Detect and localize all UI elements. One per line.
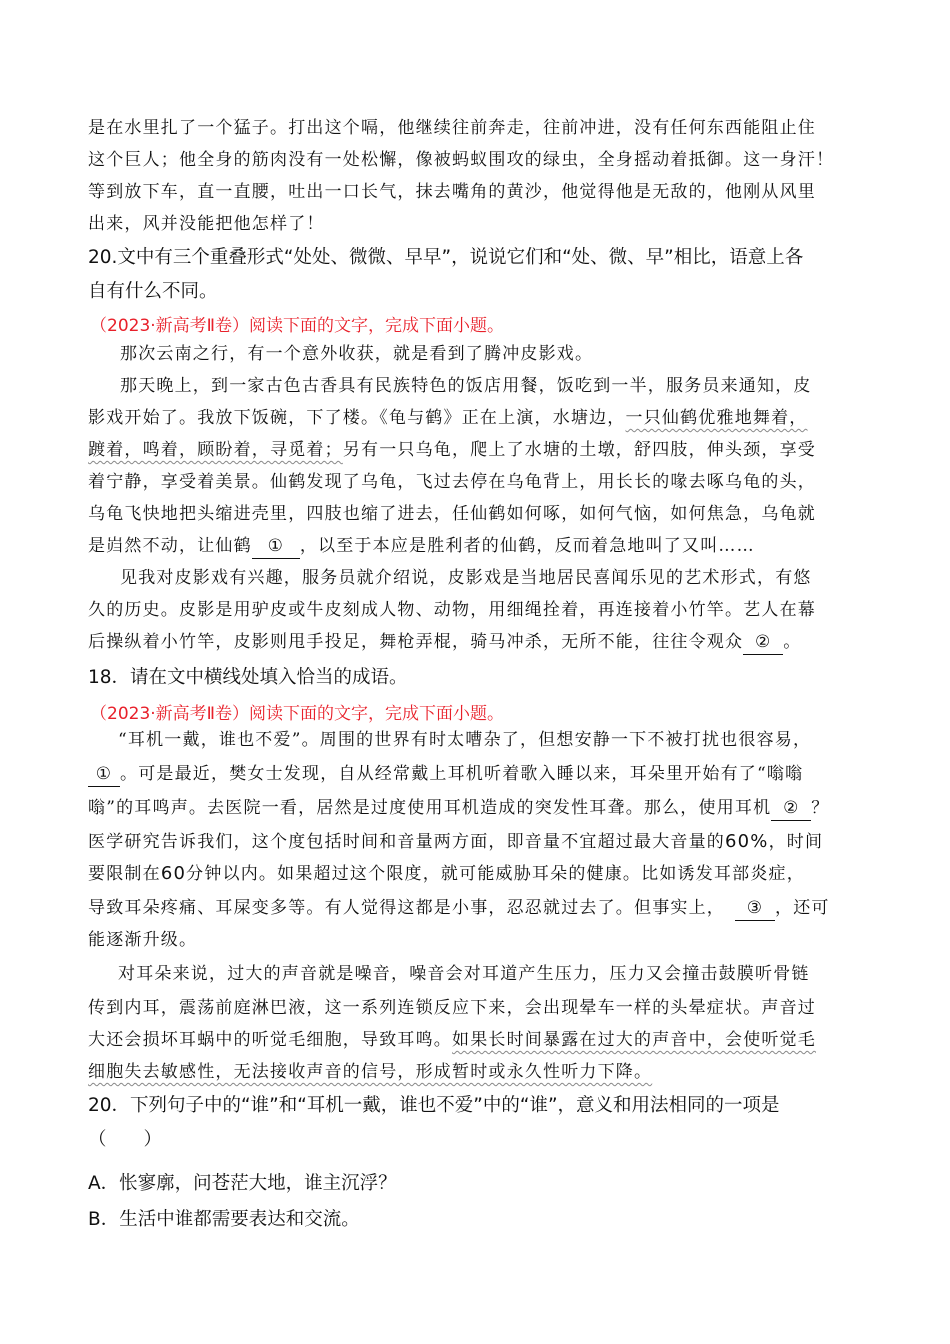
blank-1[interactable]: ① (252, 534, 300, 559)
section3-number: 60% (725, 831, 769, 852)
section3-text: 。可是最近，樊女士发现，自从经常戴上耳机听着歌入睡以来，耳朵里开始有了“嗡嗡 (120, 764, 804, 784)
question-20b: 20．下列句子中的“谁”和“耳机一戴，谁也不爱”中的“谁”，意义和用法相同的一项是 (88, 1095, 780, 1116)
section2-para2-line-5: 乌龟飞快地把头缩进壳里，四肢也缩了进去，任仙鹤如何啄，如何气恼，如何焦急，乌龟就 (88, 504, 816, 524)
passage1-line-1: 是在水里扎了一个猛子。打出这个嗝，他继续往前奔走，往前冲进，没有任何东西能阻止住 (88, 118, 816, 138)
section2-para2-line-6 (88, 534, 755, 559)
section3-para1-line-7: 能逐渐升级。 (88, 930, 198, 950)
passage1-line-3: 等到放下车，直一直腰，吐出一口长气，抹去嘴角的黄沙，他觉得他是无敌的，他刚从风里 (88, 182, 816, 202)
wavy-underline-text: 细胞失去敏感性，无法接收声音的信号，形成暂时或永久性听力下降。 (88, 1062, 653, 1082)
section2-para2-line-4: 着宁静，享受着美景。仙鹤发现了乌龟，飞过去停在乌龟背上，用长长的喙去啄乌龟的头， (88, 472, 816, 492)
blank-2[interactable]: ② (771, 796, 811, 821)
question-20a-line-2: 自有什么不同。 (88, 281, 218, 302)
section3-text: 医学研究告诉我们，这个度包括时间和音量两方面，即音量不宜超过最大音量的 (88, 832, 725, 852)
section2-para2-line-3 (88, 438, 816, 462)
passage1-line-4: 出来，风并没能把他怎样了！ (88, 214, 325, 234)
section2-text: ，以至于本应是胜利者的仙鹤，反而着急地叫了又叫…… (299, 536, 755, 556)
section3-text: 导致耳朵疼痛、耳屎变多等。有人觉得这都是小事，忍忍就过去了。但事实上， (88, 898, 725, 918)
section3-text: 大还会损坏耳蜗中的听觉毛细胞，导致耳鸣。 (88, 1030, 452, 1050)
section3-text: ，时间 (768, 832, 824, 852)
question-18: 18．请在文中横线处填入恰当的成语。 (88, 667, 408, 688)
blank-2[interactable]: ② (743, 630, 783, 655)
wavy-underline-text: 踱着，鸣着，顾盼着，寻觅着； (88, 440, 343, 460)
option-b[interactable] (88, 1208, 360, 1232)
section2-para2-line-1: 那天晚上，到一家古色古香具有民族特色的饭店用餐，饭吃到一半，服务员来通知，皮 (120, 376, 812, 396)
section2-source-label: （2023·新高考Ⅱ卷）阅读下面的文字，完成下面小题。 (90, 316, 505, 336)
section2-text: 影戏开始了。我放下饭碗，下了楼。《龟与鹤》正在上演，水塘边， (88, 408, 626, 428)
section2-text: 。 (783, 632, 802, 652)
option-text: 生活中谁都需要表达和交流。 (119, 1209, 360, 1230)
option-a[interactable] (88, 1172, 397, 1196)
section3-para1-line-2 (88, 762, 803, 787)
option-letter: A． (88, 1173, 120, 1194)
option-letter: B． (88, 1209, 120, 1230)
blank-3[interactable]: ③ (735, 896, 775, 921)
section2-para2-line-2 (88, 406, 808, 430)
section3-number: 60 (160, 863, 187, 884)
section3-para2-line-3 (88, 1028, 816, 1052)
section2-para3-line-1: 见我对皮影戏有兴趣，服务员就介绍说，皮影戏是当地居民喜闻乐见的艺术形式，有悠 (120, 568, 812, 588)
passage1-line-2: 这个巨人；他全身的筋肉没有一处松懈，像被蚂蚁围攻的绿虫，全身摇动着抵御。这一身汗！ (88, 150, 835, 170)
section3-text: ，还可 (775, 898, 830, 918)
section3-para2-line-1: 对耳朵来说，过大的声音就是噪音，噪音会对耳道产生压力，压力又会撞击鼓膜听骨链 (118, 964, 810, 984)
section3-para2-line-4 (88, 1060, 652, 1084)
wavy-underline-text: 一只仙鹤优雅地舞着， (625, 408, 808, 428)
section3-text: 嗡”的耳鸣声。去医院一看，居然是过度使用耳机造成的突发性耳聋。那么，使用耳机 (88, 798, 772, 818)
blank-1[interactable]: ① (88, 762, 120, 787)
section3-source-label: （2023·新高考Ⅱ卷）阅读下面的文字，完成下面小题。 (90, 704, 505, 724)
section3-text: ？ (811, 798, 830, 818)
section3-text: 要限制在 (88, 864, 161, 884)
section3-para1-line-5 (88, 862, 805, 886)
section2-para3-line-3 (88, 630, 801, 655)
section2-para1: 那次云南之行，有一个意外收获，就是看到了腾冲皮影戏。 (120, 344, 594, 364)
section3-para1-line-4 (88, 830, 823, 854)
section3-text: 分钟以内。如果超过这个限度，就可能威胁耳朵的健康。比如诱发耳部炎症， (186, 864, 805, 884)
answer-parentheses: （ ） (88, 1129, 163, 1150)
option-text: 怅寥廓，问苍茫大地，谁主沉浮？ (119, 1173, 397, 1194)
section3-para1-line-6 (88, 896, 830, 921)
section3-para1-line-3 (88, 796, 830, 821)
section2-text: 后操纵着小竹竿，皮影则甩手投足，舞枪弄棍，骑马冲杀，无所不能，往往令观众 (88, 632, 744, 652)
section2-text: 另有一只乌龟，爬上了水塘的土墩，舒四肢，伸头颈，享受 (342, 440, 817, 460)
section2-text: 是岿然不动，让仙鹤 (88, 536, 252, 556)
section3-para2-line-2: 传到内耳，震荡前庭淋巴液，这一系列连锁反应下来，会出现晕车一样的头晕症状。声音过 (88, 998, 816, 1018)
wavy-underline-text: 如果长时间暴露在过大的声音中，会使听觉毛 (452, 1030, 816, 1050)
question-20a-line-1: 20.文中有三个重叠形式“处处、微微、早早”，说说它们和“处、微、早”相比，语意上各 (88, 247, 804, 268)
section2-para3-line-2: 久的历史。皮影是用驴皮或牛皮刻成人物、动物，用细绳拴着，再连接着小竹竿。艺人在幕 (88, 600, 816, 620)
section3-para1-line-1: “耳机一戴，谁也不爱”。周围的世界有时太嘈杂了，但想安静一下不被打扰也很容易， (118, 730, 812, 750)
